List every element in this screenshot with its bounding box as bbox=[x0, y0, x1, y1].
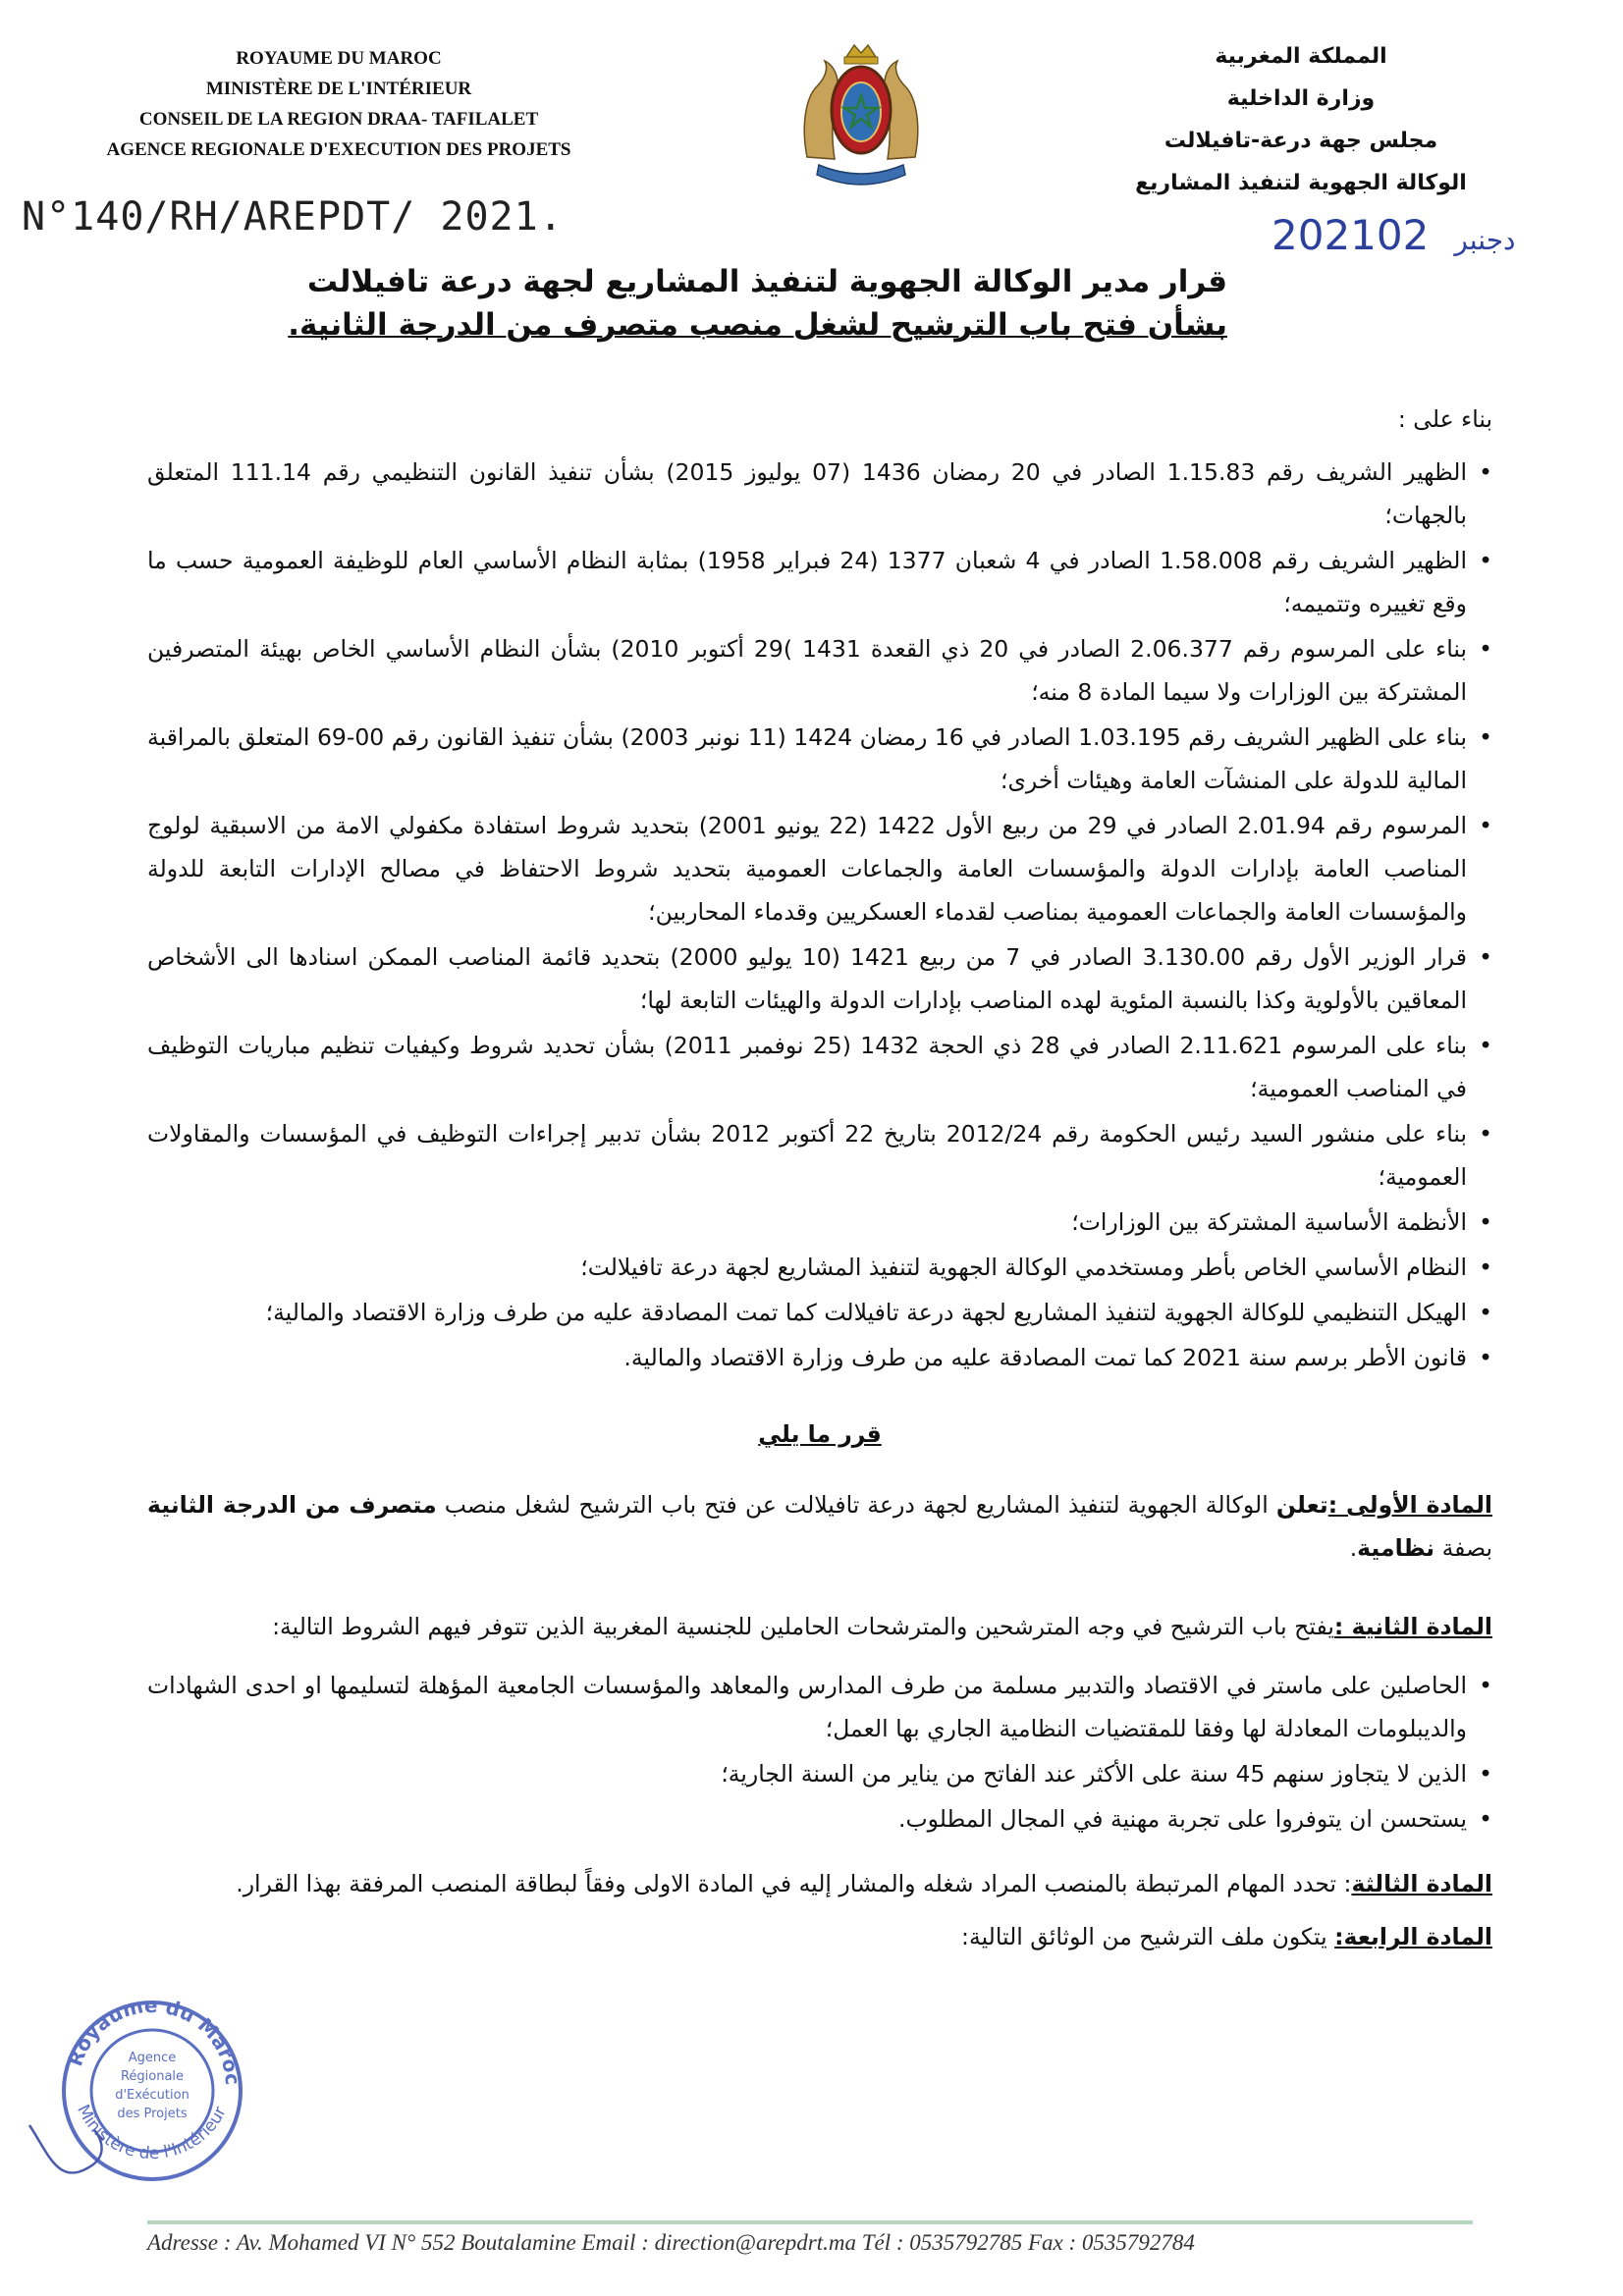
stamp-lower-text: Ministère de l'Intérieur bbox=[73, 2101, 231, 2164]
footer-address: Adresse : Av. Mohamed VI N° 552 Boutalamine Email : direction@arepdrt.ma Tél : 0535792785 Fax : 0535792784 bbox=[147, 2230, 1195, 2255]
bullet-icon: • bbox=[1479, 723, 1492, 751]
article-4-heading: المادة الرابعة: bbox=[1334, 1923, 1492, 1950]
stamp-outer-text: Royaume du Maroc bbox=[63, 1993, 245, 2086]
agency-stamp-icon bbox=[20, 1968, 295, 2204]
conditions-list bbox=[147, 1664, 1492, 1841]
decision-title bbox=[288, 260, 1227, 347]
stamp-inner-text: Régionale bbox=[120, 2069, 185, 2084]
list-item: • الحاصلين على ماستر في الاقتصاد والتدبير مسلمة من طرف المدارس والمعاهد والمؤسسات الجامعية المؤهلة لتسليمها او احدى الشهادات والديبلومات المعادلة لها وفقا للمقتضيات النظامية الجاري بها العمل؛ bbox=[147, 1664, 1492, 1750]
bullet-icon: • bbox=[1479, 1208, 1492, 1236]
bullet-icon: • bbox=[1479, 1120, 1492, 1148]
article-4: المادة الرابعة: يتكون ملف الترشيح من الوثائق التالية: bbox=[961, 1923, 1492, 1950]
list-item: • بناء على الظهير الشريف رقم 1.03.195 الصادر في 16 رمضان 1424 (11 نونبر 2003) بشأن تنفيذ القانون رقم 00-69 المتعلق بالمراقبة المالية للدولة على المنشآت العامة وهيئات أخرى؛ bbox=[147, 716, 1492, 802]
header-ar-line: الوكالة الجهوية لتنفيذ المشاريع bbox=[1135, 171, 1467, 195]
decision-date bbox=[1271, 211, 1541, 259]
reference-number: N°140/RH/AREPDT/ 2021. bbox=[22, 194, 564, 240]
bullet-icon: • bbox=[1479, 1672, 1492, 1699]
list-item: • الظهير الشريف رقم 1.58.008 الصادر في 4 شعبان 1377 (24 فبراير 1958) بمثابة النظام الأساسي العام للوظيفة العمومية حسب ما وقع تغييره وتتميمه؛ bbox=[147, 539, 1492, 625]
bullet-icon: • bbox=[1479, 812, 1492, 839]
bullet-icon: • bbox=[1479, 547, 1492, 574]
list-item: • الذين لا يتجاوز سنهم 45 سنة على الأكثر عند الفاتح من يناير من السنة الجارية؛ bbox=[147, 1752, 1492, 1795]
bullet-icon: • bbox=[1479, 1032, 1492, 1059]
list-item: • الأنظمة الأساسية المشتركة بين الوزارات؛ bbox=[147, 1201, 1492, 1244]
article-3-heading: المادة الثالثة bbox=[1351, 1870, 1492, 1897]
bullet-icon: • bbox=[1479, 635, 1492, 663]
bullet-icon: • bbox=[1479, 1805, 1492, 1833]
bullet-icon: • bbox=[1479, 1254, 1492, 1281]
stamp-inner-text: des Projets bbox=[117, 2107, 188, 2121]
list-item: • المرسوم رقم 2.01.94 الصادر في 29 من ربيع الأول 1422 (22 يونيو 2001) بتحديد شروط استفادة مكفولي الامة من الاسبقية لولوج المناصب العامة بإدارات الدولة والمؤسسات العامة والجماعات العمومية بتحديد شروط الاحتفاظ في مصالح الإدارات التابعة للدولة والمؤسسات العامة والجماعات العمومية بمناصب لقدماء العسكريين وقدماء المحاربين؛ bbox=[147, 804, 1492, 934]
article-3: المادة الثالثة: تحدد المهام المرتبطة بالمنصب المراد شغله والمشار إليه في المادة الاولى وفقاً لبطاقة المنصب المرفقة بهذا القرار. bbox=[236, 1870, 1492, 1897]
bullet-icon: • bbox=[1479, 1760, 1492, 1788]
list-item: • قانون الأطر برسم سنة 2021 كما تمت المصادقة عليه من طرف وزارة الاقتصاد والمالية. bbox=[147, 1336, 1492, 1379]
list-item: • يستحسن ان يتوفروا على تجربة مهنية في المجال المطلوب. bbox=[147, 1797, 1492, 1841]
stamp-inner-text: Agence bbox=[128, 2051, 177, 2065]
list-item: • الظهير الشريف رقم 1.15.83 الصادر في 20 رمضان 1436 (07 يوليوز 2015) بشأن تنفيذ القانون التنظيمي رقم 111.14 المتعلق بالجهات؛ bbox=[147, 451, 1492, 537]
list-item: • بناء على المرسوم رقم 2.06.377 الصادر في 20 ذي القعدة 1431 )29 أكتوبر 2010) بشأن النظام الأساسي الخاص بهيئة المتصرفين المشتركة بين الوزارات ولا سيما المادة 8 منه؛ bbox=[147, 627, 1492, 714]
title-line-2: بشأن فتح باب الترشيح لشغل منصب متصرف من الدرجة الثانية. bbox=[288, 307, 1227, 343]
article-1-heading: المادة الأولى : bbox=[1327, 1491, 1492, 1519]
decides-heading: قرر ما يلي bbox=[758, 1420, 882, 1448]
considerations-list bbox=[147, 451, 1492, 1379]
header-fr-line: AGENCE REGIONALE D'EXECUTION DES PROJETS bbox=[106, 139, 571, 160]
header-ar-line: المملكة المغربية bbox=[1215, 44, 1387, 69]
stamp-inner-text: d'Exécution bbox=[115, 2088, 189, 2103]
date-year: 2021 bbox=[1271, 211, 1377, 259]
article-2-heading: المادة الثانية : bbox=[1333, 1613, 1492, 1640]
header-french-block bbox=[93, 43, 584, 165]
document-body bbox=[147, 398, 1492, 1958]
date-month: دجنبر bbox=[1454, 224, 1516, 256]
bullet-icon: • bbox=[1479, 1344, 1492, 1371]
date-day: 02 bbox=[1376, 211, 1430, 259]
header-fr-line: MINISTÈRE DE L'INTÉRIEUR bbox=[205, 79, 472, 99]
article-1: المادة الأولى :تعلن الوكالة الجهوية لتنفيذ المشاريع لجهة درعة تافيلالت عن فتح باب الترشيح لشغل منصب متصرف من الدرجة الثانية بصفة نظامية. bbox=[147, 1491, 1492, 1562]
list-item: • بناء على منشور السيد رئيس الحكومة رقم 2012/24 بتاريخ 22 أكتوبر 2012 بشأن تدبير إجراءات التوظيف في المؤسسات والمقاولات العمومية؛ bbox=[147, 1112, 1492, 1199]
list-item: • قرار الوزير الأول رقم 3.130.00 الصادر في 7 من ربيع 1421 (10 يوليو 2000) بتحديد قائمة المناصب الممكن اسنادها الى الأشخاص المعاقين بالأولوية وكذا بالنسبة المئوية لهده المناصب بإدارات الدولة والهيئات التابعة لها؛ bbox=[147, 935, 1492, 1022]
moroccan-coat-of-arms-icon bbox=[795, 39, 927, 196]
bullet-icon: • bbox=[1479, 458, 1492, 486]
title-line-1: قرار مدير الوكالة الجهوية لتنفيذ المشاريع لجهة درعة تافيلالت bbox=[306, 264, 1227, 299]
bullet-icon: • bbox=[1479, 1299, 1492, 1326]
list-item: • بناء على المرسوم 2.11.621 الصادر في 28 ذي الحجة 1432 (25 نوفمبر 2011) بشأن تحديد شروط وكيفيات تنظيم مباريات التوظيف في المناصب العمومية؛ bbox=[147, 1024, 1492, 1110]
header-ar-line: وزارة الداخلية bbox=[1226, 86, 1376, 111]
header-ar-line: مجلس جهة درعة-تافيلالت bbox=[1163, 129, 1438, 153]
footer-divider bbox=[147, 2220, 1473, 2224]
header-fr-line: CONSEIL DE LA REGION DRAA- TAFILALET bbox=[138, 109, 539, 130]
list-item: • الهيكل التنظيمي للوكالة الجهوية لتنفيذ المشاريع لجهة درعة تافيلالت كما تمت المصادقة عليه من طرف وزارة الاقتصاد والمالية؛ bbox=[147, 1291, 1492, 1334]
header-fr-line: ROYAUME DU MAROC bbox=[236, 48, 442, 69]
article-2: المادة الثانية :يفتح باب الترشيح في وجه المترشحين والمترشحات الحاملين للجنسية المغربية الذين تتوفر فيهم الشروط التالية: bbox=[272, 1613, 1492, 1640]
list-item: • النظام الأساسي الخاص بأطر ومستخدمي الوكالة الجهوية لتنفيذ المشاريع لجهة درعة تافيلالت؛ bbox=[147, 1246, 1492, 1289]
bullet-icon: • bbox=[1479, 943, 1492, 971]
based-on-label: بناء على : bbox=[1397, 405, 1492, 433]
header-arabic-block bbox=[1124, 35, 1478, 204]
